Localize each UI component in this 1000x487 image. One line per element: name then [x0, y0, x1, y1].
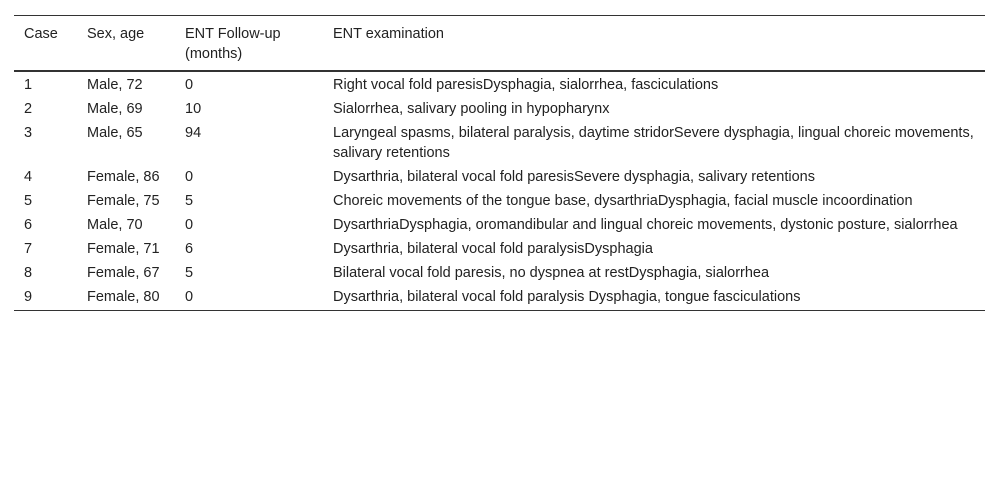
cell-ent-examination: Dysarthria, bilateral vocal fold paresisSevere dysphagia, salivary retentions	[333, 169, 815, 185]
cell-sex-age: Male, 72	[87, 77, 143, 93]
header-row	[14, 16, 985, 72]
table-row	[14, 164, 985, 188]
cell-case: 4	[24, 169, 33, 185]
header-sex-age: Sex, age	[87, 26, 145, 42]
header-case: Case	[24, 26, 58, 42]
cell-follow-up: 94	[185, 125, 202, 141]
cell-sex-age: Female, 67	[87, 265, 160, 281]
cell-case: 7	[24, 241, 33, 257]
cell-case: 5	[24, 193, 33, 209]
table-row	[14, 260, 985, 284]
cell-ent-examination: Bilateral vocal fold paresis, no dyspnea at restDysphagia, sialorrhea	[333, 265, 770, 281]
cell-sex-age: Male, 70	[87, 217, 143, 233]
table-row	[14, 71, 985, 96]
cell-case: 1	[24, 77, 33, 93]
cell-sex-age: Female, 86	[87, 169, 160, 185]
cell-follow-up: 0	[185, 217, 194, 233]
cell-follow-up: 5	[185, 265, 194, 281]
cell-follow-up: 0	[185, 169, 194, 185]
cell-case: 9	[24, 289, 33, 305]
cell-sex-age: Female, 80	[87, 289, 160, 305]
cell-follow-up: 5	[185, 193, 194, 209]
table-row	[14, 188, 985, 212]
cell-ent-examination: DysarthriaDysphagia, oromandibular and lingual choreic movements, dystonic posture, sialorrhea	[333, 217, 958, 233]
table-row	[14, 284, 985, 311]
table-row	[14, 120, 985, 164]
header-ent-examination: ENT examination	[333, 26, 444, 42]
cell-ent-examination: Laryngeal spasms, bilateral paralysis, daytime stridorSevere dysphagia, lingual choreic movements, salivary retentions	[333, 125, 974, 161]
cell-case: 3	[24, 125, 33, 141]
cell-ent-examination: Dysarthria, bilateral vocal fold paralysis Dysphagia, tongue fasciculations	[333, 289, 801, 305]
cell-ent-examination: Dysarthria, bilateral vocal fold paralysisDysphagia	[333, 241, 653, 257]
cell-follow-up: 0	[185, 77, 194, 93]
header-follow-up: ENT Follow-up (months)	[185, 26, 281, 62]
cell-sex-age: Male, 69	[87, 101, 143, 117]
cell-ent-examination: Right vocal fold paresisDysphagia, sialorrhea, fasciculations	[333, 77, 719, 93]
cell-follow-up: 0	[185, 289, 194, 305]
cell-case: 8	[24, 265, 33, 281]
cell-ent-examination: Sialorrhea, salivary pooling in hypopharynx	[333, 101, 610, 117]
cell-case: 2	[24, 101, 33, 117]
cell-follow-up: 6	[185, 241, 194, 257]
cell-sex-age: Female, 75	[87, 193, 160, 209]
ent-findings-table-container	[14, 15, 985, 311]
cell-sex-age: Male, 65	[87, 125, 143, 141]
cell-follow-up: 10	[185, 101, 202, 117]
table-body	[14, 71, 985, 311]
table-row	[14, 212, 985, 236]
cell-case: 6	[24, 217, 33, 233]
table-row	[14, 236, 985, 260]
table-row	[14, 96, 985, 120]
cell-ent-examination: Choreic movements of the tongue base, dysarthriaDysphagia, facial muscle incoordination	[333, 193, 913, 209]
table-header	[14, 16, 985, 72]
ent-findings-table	[14, 15, 985, 311]
cell-sex-age: Female, 71	[87, 241, 160, 257]
